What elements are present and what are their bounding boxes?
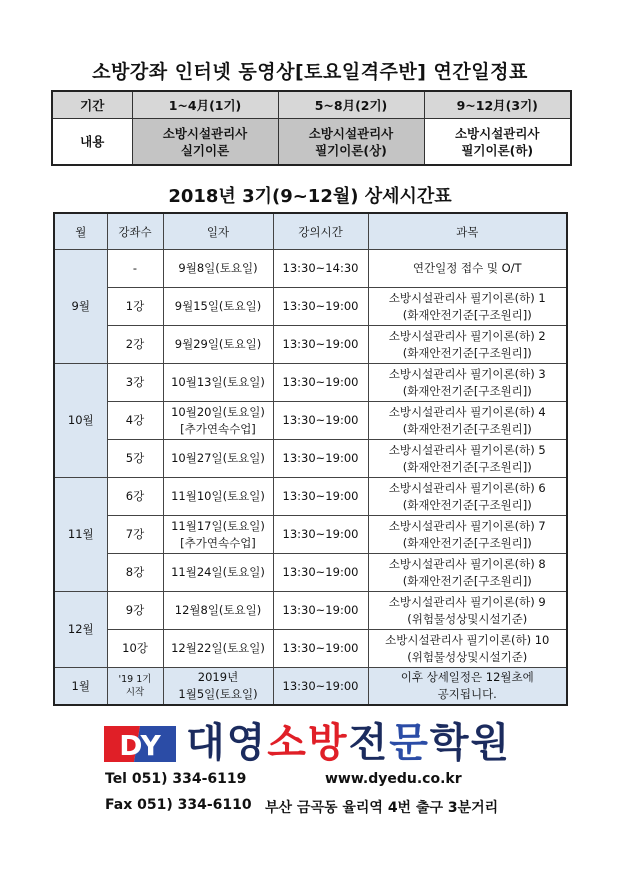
table-row: 11월 6강 11월10일(토요일) 13:30~19:00 소방시설관리사 필기이론(하) 6 (화재안전기준[구조원리]) (54, 478, 567, 516)
table-row: 10월 3강 10월13일(토요일) 13:30~19:00 소방시설관리사 필기이론(하) 3 (화재안전기준[구조원리]) (54, 364, 567, 402)
table-row: 1강 9월15일(토요일) 13:30~19:00 소방시설관리사 필기이론(하) 1 (화재안전기준[구조원리]) (54, 288, 567, 326)
schedule-header-row (54, 213, 567, 250)
content-2: 소방시설관리사 필기이론(상) (278, 119, 424, 166)
table-row: 9월 - 9월8일(토요일) 13:30~14:30 연간일정 접수 및 O/T (54, 250, 567, 288)
period-3: 9~12月(3기) (424, 91, 571, 119)
col-header-time: 강의시간 (273, 213, 368, 250)
table-row: 2강 9월29일(토요일) 13:30~19:00 소방시설관리사 필기이론(하) 2 (화재안전기준[구조원리]) (54, 326, 567, 364)
dy-logo-badge (100, 722, 180, 766)
period-row-label: 기간 (52, 91, 132, 119)
month-cell: 12월 (54, 592, 107, 668)
tel-number: Tel 051) 334-6119 (105, 771, 247, 787)
content-3: 소방시설관리사 필기이론(하) (424, 119, 571, 166)
svg-text:DY: DY (119, 729, 161, 762)
website-link[interactable]: www.dyedu.co.kr (325, 771, 462, 787)
period-2: 5~8月(2기) (278, 91, 424, 119)
content-row-label: 내용 (52, 119, 132, 166)
academy-logo (100, 718, 540, 768)
fax-number: Fax 051) 334-6110 (105, 797, 252, 813)
col-header-lecture: 강좌수 (107, 213, 163, 250)
table-row: 5강 10월27일(토요일) 13:30~19:00 소방시설관리사 필기이론(하) 5 (화재안전기준[구조원리]) (54, 440, 567, 478)
content-1: 소방시설관리사 실기이론 (132, 119, 278, 166)
annual-period-table (51, 90, 572, 166)
table-row: 8강 11월24일(토요일) 13:30~19:00 소방시설관리사 필기이론(하) 8 (화재안전기준[구조원리]) (54, 554, 567, 592)
contact-line-2 (105, 797, 499, 816)
detail-schedule-table (53, 212, 568, 706)
academy-name: 대영소방전문학원 (186, 720, 512, 766)
table-row: 1월 '19 1기 시작 2019년 1월5일(토요일) 13:30~19:00 이후 상세일정은 12월초에 공지됩니다. (54, 668, 567, 706)
schedule-title: 2018년 3기(9~12월) 상세시간표 (168, 186, 452, 207)
month-cell: 9월 (54, 250, 107, 364)
table-row: 4강 10월20일(토요일) [추가연속수업] 13:30~19:00 소방시설관리사 필기이론(하) 4 (화재안전기준[구조원리]) (54, 402, 567, 440)
period-1: 1~4月(1기) (132, 91, 278, 119)
month-cell: 10월 (54, 364, 107, 478)
table-row: 7강 11월17일(토요일) [추가연속수업] 13:30~19:00 소방시설관리사 필기이론(하) 7 (화재안전기준[구조원리]) (54, 516, 567, 554)
col-header-subject: 과목 (368, 213, 567, 250)
month-cell: 11월 (54, 478, 107, 592)
address: 부산 금곡동 율리역 4번 출구 3분거리 (265, 800, 499, 816)
page-title: 소방강좌 인터넷 동영상[토요일격주반] 연간일정표 (92, 61, 528, 83)
col-header-date: 일자 (163, 213, 273, 250)
month-cell: 1월 (54, 668, 107, 706)
table-row: 10강 12월22일(토요일) 13:30~19:00 소방시설관리사 필기이론(하) 10 (위험물성상및시설기준) (54, 630, 567, 668)
col-header-month: 월 (54, 213, 107, 250)
table-row: 12월 9강 12월8일(토요일) 13:30~19:00 소방시설관리사 필기이론(하) 9 (위험물성상및시설기준) (54, 592, 567, 630)
contact-line-1 (105, 771, 462, 787)
